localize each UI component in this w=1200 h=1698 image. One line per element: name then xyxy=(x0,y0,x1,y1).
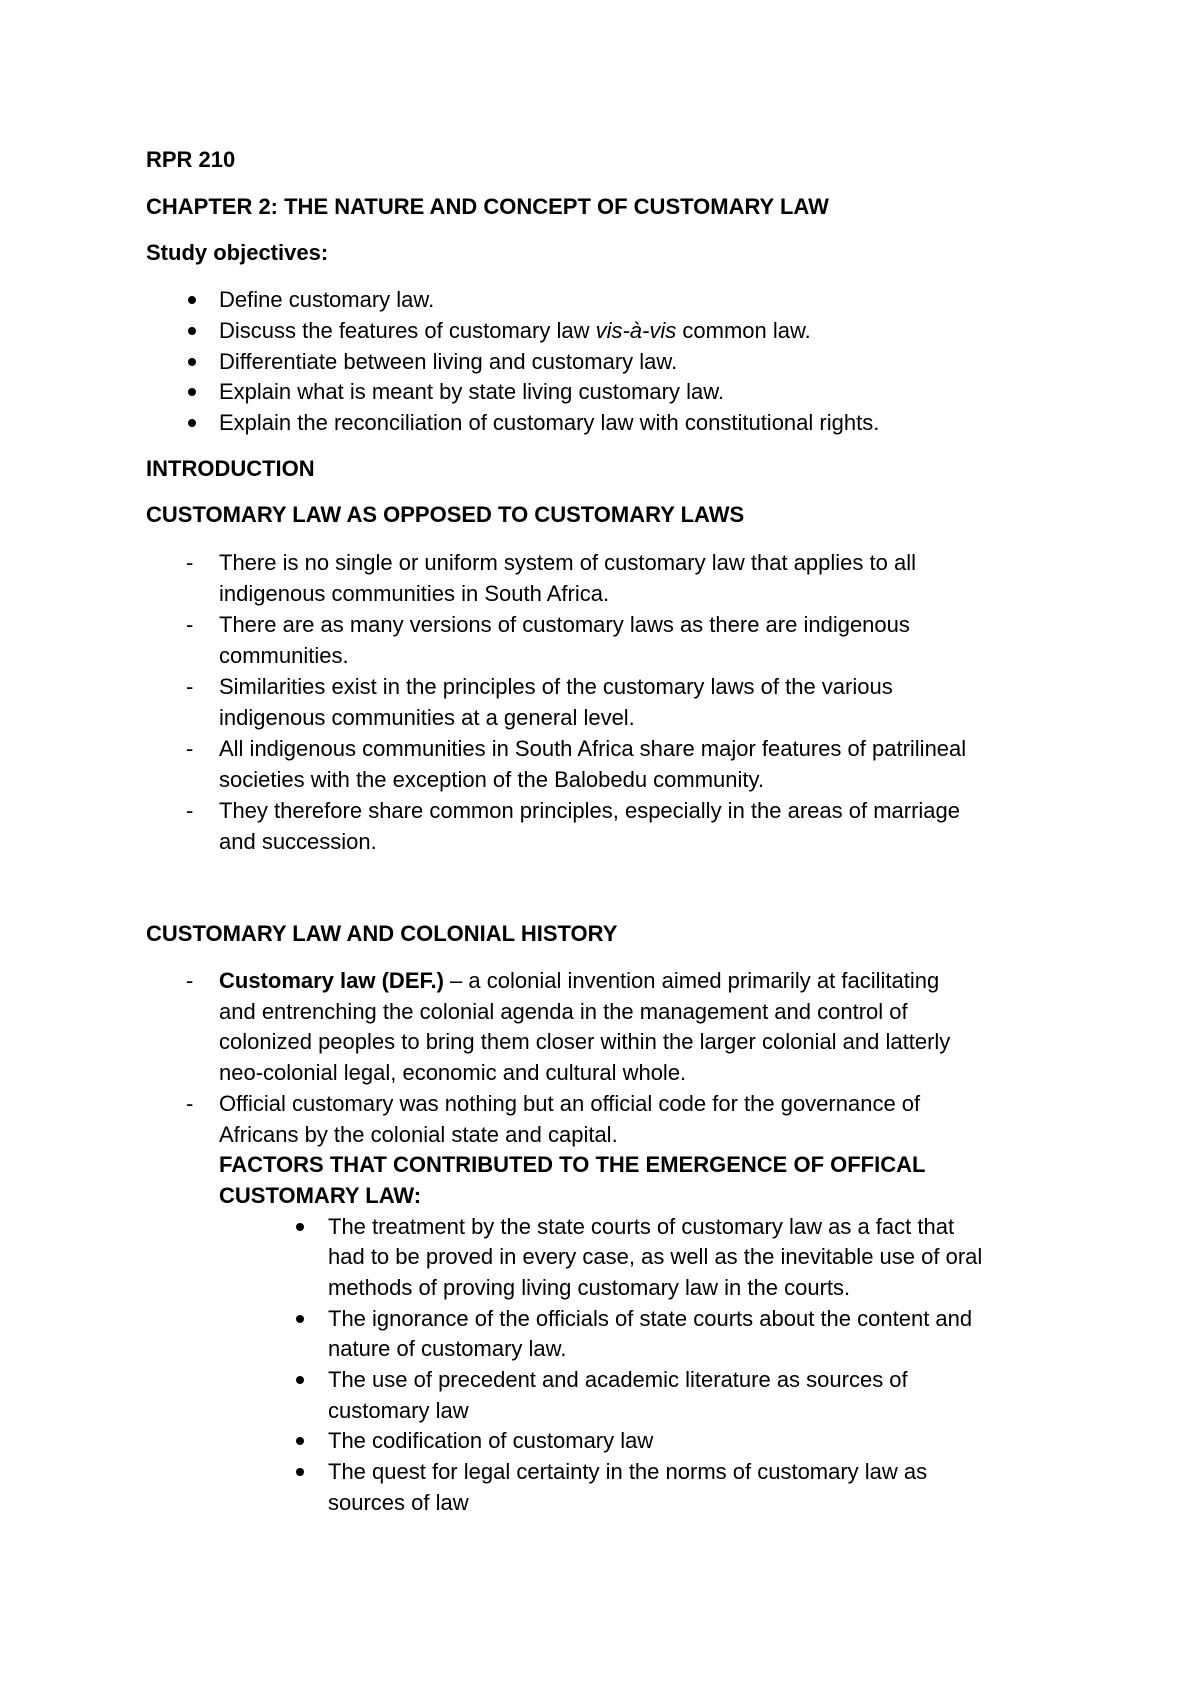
definition-term: Customary law (DEF.) xyxy=(219,968,444,993)
dash-marker: - xyxy=(186,1091,194,1116)
objectives-heading: Study objectives: xyxy=(146,240,329,265)
factor-item-line: The codification of customary law xyxy=(328,1428,654,1453)
list-item-line: Similarities exist in the principles of the customary laws of the various xyxy=(219,674,893,699)
factor-item-line: had to be proved in every case, as well as the inevitable use of oral xyxy=(328,1244,983,1269)
factor-item-line: customary law xyxy=(328,1398,469,1423)
list-item-line xyxy=(219,966,939,996)
objective-text: Discuss the features of customary law xyxy=(219,318,596,343)
list-item-line: Africans by the colonial state and capital. xyxy=(219,1122,618,1147)
factor-item-line: The treatment by the state courts of customary law as a fact that xyxy=(328,1214,955,1239)
bullet-icon xyxy=(296,1315,304,1323)
objective-item: Define customary law. xyxy=(219,287,435,312)
objective-item: Explain what is meant by state living customary law. xyxy=(219,379,725,404)
list-item-line: indigenous communities at a general level. xyxy=(219,705,635,730)
factors-heading: FACTORS THAT CONTRIBUTED TO THE EMERGENCE OF OFFICAL xyxy=(219,1152,926,1177)
dash-marker: - xyxy=(186,612,194,637)
factor-item-line: The ignorance of the officials of state courts about the content and xyxy=(328,1306,973,1331)
bullet-icon xyxy=(188,388,196,396)
objective-item: Explain the reconciliation of customary law with constitutional rights. xyxy=(219,410,880,435)
list-item-line: neo-colonial legal, economic and cultural whole. xyxy=(219,1060,687,1085)
section-heading: CUSTOMARY LAW AND COLONIAL HISTORY xyxy=(146,921,618,946)
bullet-icon xyxy=(188,296,196,304)
factor-item-line: The use of precedent and academic literature as sources of xyxy=(328,1367,908,1392)
list-item-line: communities. xyxy=(219,643,349,668)
list-item-line: All indigenous communities in South Africa share major features of patrilineal xyxy=(219,736,967,761)
list-item-line: indigenous communities in South Africa. xyxy=(219,581,610,606)
bullet-icon xyxy=(188,358,196,366)
chapter-title: CHAPTER 2: THE NATURE AND CONCEPT OF CUSTOMARY LAW xyxy=(146,194,829,219)
course-code: RPR 210 xyxy=(146,147,236,172)
list-item-line: societies with the exception of the Balobedu community. xyxy=(219,767,765,792)
definition-text: – a colonial invention aimed primarily at facilitating xyxy=(443,968,940,993)
list-item-line: There are as many versions of customary laws as there are indigenous xyxy=(219,612,910,637)
list-item-line: There is no single or uniform system of customary law that applies to all xyxy=(219,550,916,575)
factor-item-line: nature of customary law. xyxy=(328,1336,567,1361)
dash-marker: - xyxy=(186,736,194,761)
list-item-line: They therefore share common principles, especially in the areas of marriage xyxy=(219,798,961,823)
bullet-icon xyxy=(296,1223,304,1231)
objective-item xyxy=(219,316,811,346)
bullet-icon xyxy=(296,1437,304,1445)
bullet-icon xyxy=(296,1376,304,1384)
factor-item-line: The quest for legal certainty in the norms of customary law as xyxy=(328,1459,928,1484)
bullet-icon xyxy=(188,419,196,427)
factors-heading: CUSTOMARY LAW: xyxy=(219,1183,422,1208)
dash-marker: - xyxy=(186,550,194,575)
objective-italic-text: vis-à-vis xyxy=(595,318,677,343)
objective-text: common law. xyxy=(676,318,811,343)
list-item-line: and succession. xyxy=(219,829,377,854)
objective-item: Differentiate between living and customary law. xyxy=(219,349,678,374)
bullet-icon xyxy=(296,1468,304,1476)
factor-item-line: sources of law xyxy=(328,1490,469,1515)
dash-marker: - xyxy=(186,968,194,993)
factor-item-line: methods of proving living customary law in the courts. xyxy=(328,1275,851,1300)
list-item-line: colonized peoples to bring them closer within the larger colonial and latterly xyxy=(219,1029,951,1054)
introduction-heading: INTRODUCTION xyxy=(146,456,315,481)
list-item-line: and entrenching the colonial agenda in the management and control of xyxy=(219,999,908,1024)
dash-marker: - xyxy=(186,674,194,699)
dash-marker: - xyxy=(186,798,194,823)
section-heading: CUSTOMARY LAW AS OPPOSED TO CUSTOMARY LAWS xyxy=(146,502,745,527)
list-item-line: Official customary was nothing but an official code for the governance of xyxy=(219,1091,921,1116)
bullet-icon xyxy=(188,327,196,335)
